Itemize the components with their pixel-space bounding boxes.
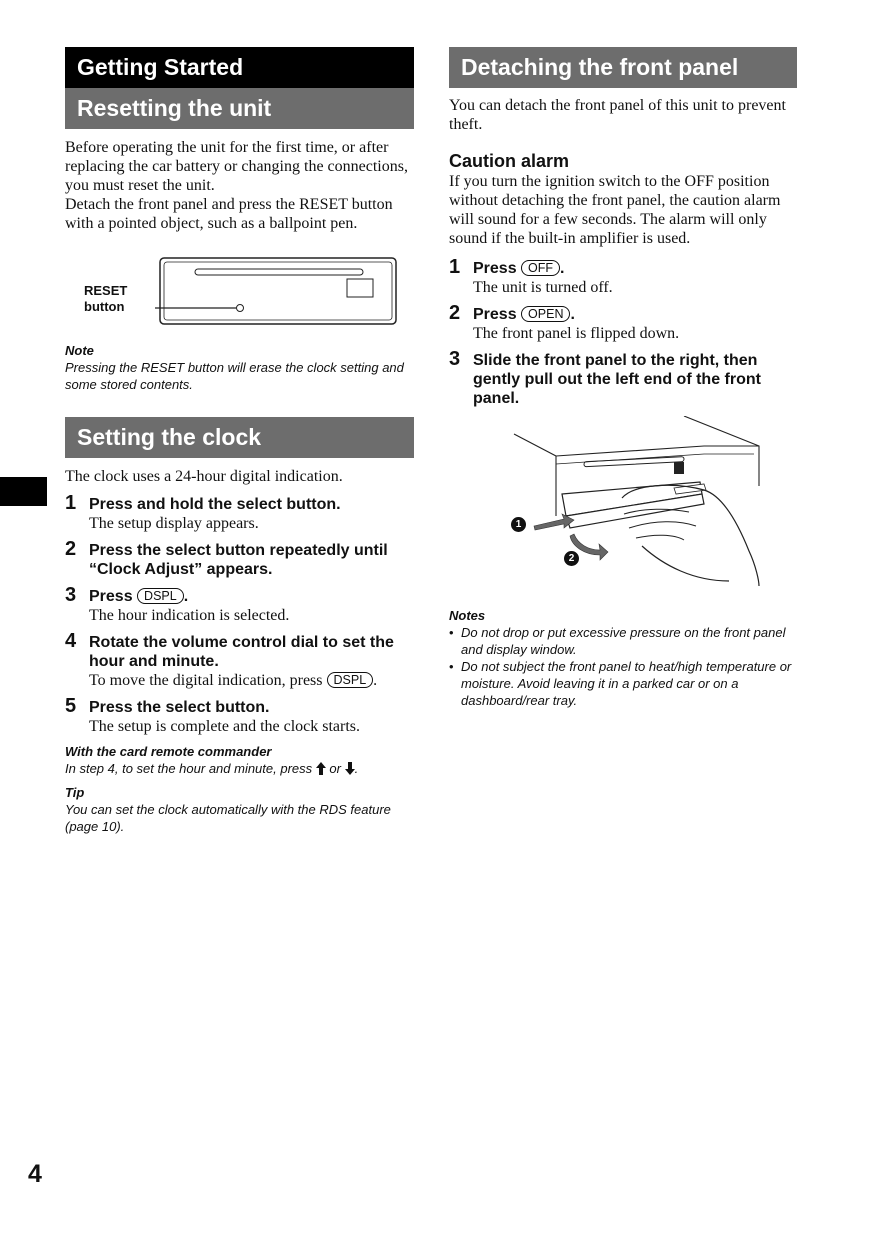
detaching-title-bar — [449, 47, 797, 88]
section-tab-marker — [0, 477, 47, 506]
off-button: OFF — [521, 260, 560, 276]
clock-title-bar — [65, 417, 414, 458]
step-title-suffix: . — [560, 260, 565, 277]
note-item: • Do not subject the front panel to heat/high temperature or moisture. Avoid leaving it in a parked car or on a dashboard/rear tray. — [449, 658, 797, 709]
section-title-bar — [65, 47, 414, 88]
step-title: Press the select button. — [89, 699, 270, 716]
remote-text — [65, 760, 414, 777]
step-desc-prefix: To move the digital indication, press — [89, 672, 323, 689]
detach-step-2 — [449, 302, 797, 343]
reset-figure — [65, 239, 414, 343]
figure-marker-1 — [511, 517, 526, 532]
up-arrow-icon — [316, 762, 326, 775]
unit-front-drawing — [155, 253, 415, 333]
clock-title: Setting the clock — [77, 424, 262, 450]
step-title: Press the select button repeatedly until “Clock Adjust” appears. — [89, 542, 388, 578]
clock-step-4 — [65, 630, 414, 690]
step-title: Slide the front panel to the right, then gently pull out the left end of the front panel. — [473, 352, 761, 407]
step-title: Press and hold the select button. — [89, 496, 341, 513]
open-button: OPEN — [521, 306, 570, 322]
figure-marker-2 — [564, 551, 579, 566]
step-number: 5 — [65, 695, 77, 717]
reset-note-text: Pressing the RESET button will erase the clock setting and some stored contents. — [65, 360, 404, 392]
reset-label-line1: RESET — [84, 283, 128, 298]
resetting-title-bar — [65, 88, 414, 129]
step-title-suffix: . — [570, 306, 575, 323]
notes-list — [449, 624, 797, 709]
step-desc — [89, 671, 414, 690]
step-title-prefix: Press — [473, 260, 517, 277]
step-title-prefix: Press — [89, 588, 133, 605]
step-title — [473, 259, 797, 278]
remote-heading: With the card remote commander — [65, 744, 272, 759]
section-title: Getting Started — [77, 54, 244, 80]
clock-step-2 — [65, 538, 414, 579]
step-title — [89, 587, 414, 606]
resetting-paragraph-1: Before operating the unit for the first time, or after replacing the car battery or changing the connections, you must reset the unit. — [65, 139, 408, 194]
figure-marker-1-label: 1 — [515, 519, 522, 530]
resetting-paragraph-2: Detach the front panel and press the RESET button with a pointed object, such as a ballpoint pen. — [65, 196, 393, 232]
notes-heading: Notes — [449, 608, 486, 623]
step-number: 3 — [65, 584, 77, 606]
clock-intro: The clock uses a 24-hour digital indication. — [65, 468, 343, 485]
down-arrow-icon — [345, 762, 355, 775]
step-title — [473, 305, 797, 324]
note-item: • Do not drop or put excessive pressure on the front panel and display window. — [449, 624, 797, 658]
step-desc-suffix: . — [373, 672, 378, 689]
page-number: 4 — [28, 1160, 42, 1188]
caution-text: If you turn the ignition switch to the OFF position without detaching the front panel, the caution alarm will sound for a few seconds. The alarm will only sound if the built-in amplifier is used. — [449, 173, 781, 247]
reset-label-line2: button — [84, 299, 125, 314]
remote-text-prefix: In step 4, to set the hour and minute, press — [65, 761, 313, 776]
detach-step-3 — [449, 348, 797, 408]
detach-step-1 — [449, 256, 797, 297]
caution-title: Caution alarm — [449, 151, 570, 171]
detaching-title: Detaching the front panel — [461, 54, 739, 80]
reset-label — [84, 283, 127, 315]
remote-text-middle: or — [329, 761, 341, 776]
resetting-title: Resetting the unit — [77, 95, 272, 121]
step-number: 2 — [449, 302, 461, 324]
tip-heading: Tip — [65, 785, 85, 800]
left-column — [65, 47, 414, 835]
step-number: 2 — [65, 538, 77, 560]
step-number: 3 — [449, 348, 461, 370]
remote-text-suffix: . — [354, 761, 359, 776]
dspl-button: DSPL — [327, 672, 374, 688]
step-desc: The setup display appears. — [89, 515, 259, 532]
step-number: 1 — [65, 492, 77, 514]
step-title-prefix: Press — [473, 306, 517, 323]
dspl-button: DSPL — [137, 588, 184, 604]
tip-text: You can set the clock automatically with the RDS feature (page 10). — [65, 802, 391, 834]
step-title: Rotate the volume control dial to set the hour and minute. — [89, 634, 394, 670]
step-desc: The setup is complete and the clock starts. — [89, 718, 361, 735]
step-number: 1 — [449, 256, 461, 278]
step-title-suffix: . — [183, 588, 189, 605]
step-desc: The hour indication is selected. — [89, 607, 290, 624]
step-number: 4 — [65, 630, 77, 652]
step-desc: The front panel is flipped down. — [473, 325, 680, 342]
step-desc: The unit is turned off. — [473, 279, 613, 296]
detach-panel-drawing — [504, 416, 804, 606]
figure-marker-2-label: 2 — [568, 553, 575, 564]
reset-note-heading: Note — [65, 343, 94, 358]
clock-step-1 — [65, 492, 414, 533]
clock-step-3 — [65, 584, 414, 625]
detaching-intro: You can detach the front panel of this unit to prevent theft. — [449, 97, 786, 133]
detach-figure — [449, 416, 797, 608]
clock-step-5 — [65, 695, 414, 736]
right-column — [449, 47, 797, 709]
